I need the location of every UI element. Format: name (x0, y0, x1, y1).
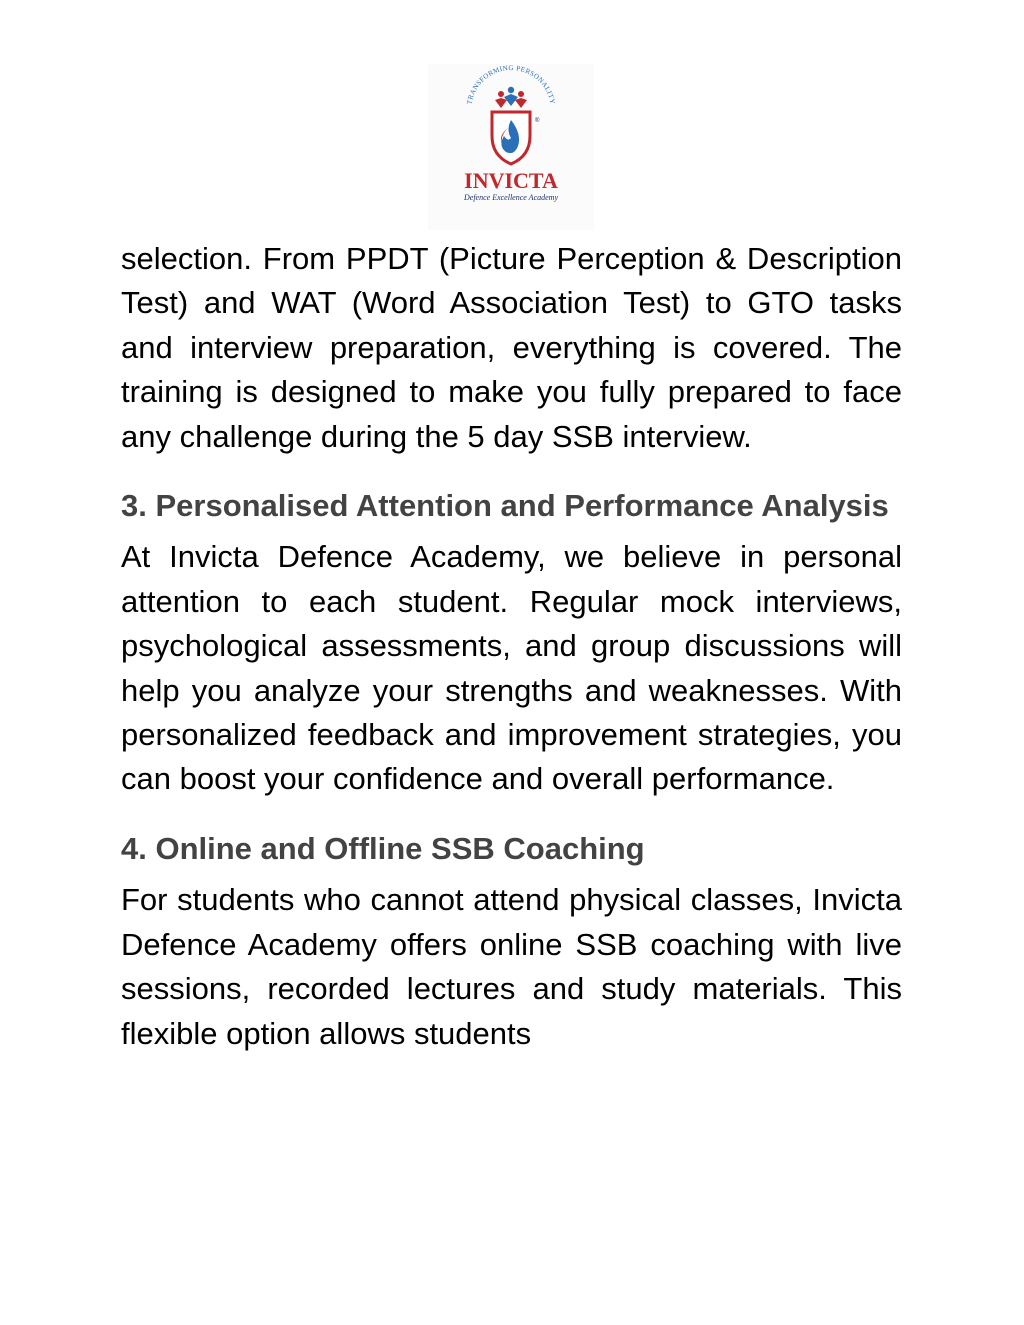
section-paragraph: At Invicta Defence Academy, we believe in personal attention to each student. Regular mock interviews, psychological assessments, and group discussions will help you analyze your strengths and weaknesses. With personalized feedback and improvement strategies, you can boost your confidence and overall performance. (121, 539, 902, 797)
invicta-emblem (428, 64, 594, 230)
logo-name: INVICTA (464, 168, 558, 193)
section-heading: 4. Online and Offline SSB Coaching (121, 830, 645, 866)
logo-arc-text: TRANSFORMING PERSONALITY (465, 64, 557, 106)
document-body (121, 237, 902, 1056)
invicta-logo (428, 64, 594, 230)
section-paragraph: For students who cannot attend physical classes, Invicta Defence Academy offers online SSB coaching with live sessions, recorded lectures and study materials. This flexible option allows students (121, 882, 902, 1051)
intro-paragraph: selection. From PPDT (Picture Perception & Description Test) and WAT (Word Association Test) to GTO tasks and interview preparation, everything is covered. The training is designed to make you fully prepared to face any challenge during the 5 day SSB interview. (121, 241, 902, 454)
people-figures-icon (495, 87, 527, 108)
registered-mark: ® (535, 118, 540, 124)
section-heading: 3. Personalised Attention and Performance Analysis (121, 488, 889, 524)
logo-tagline: Defence Excellence Academy (463, 193, 559, 202)
